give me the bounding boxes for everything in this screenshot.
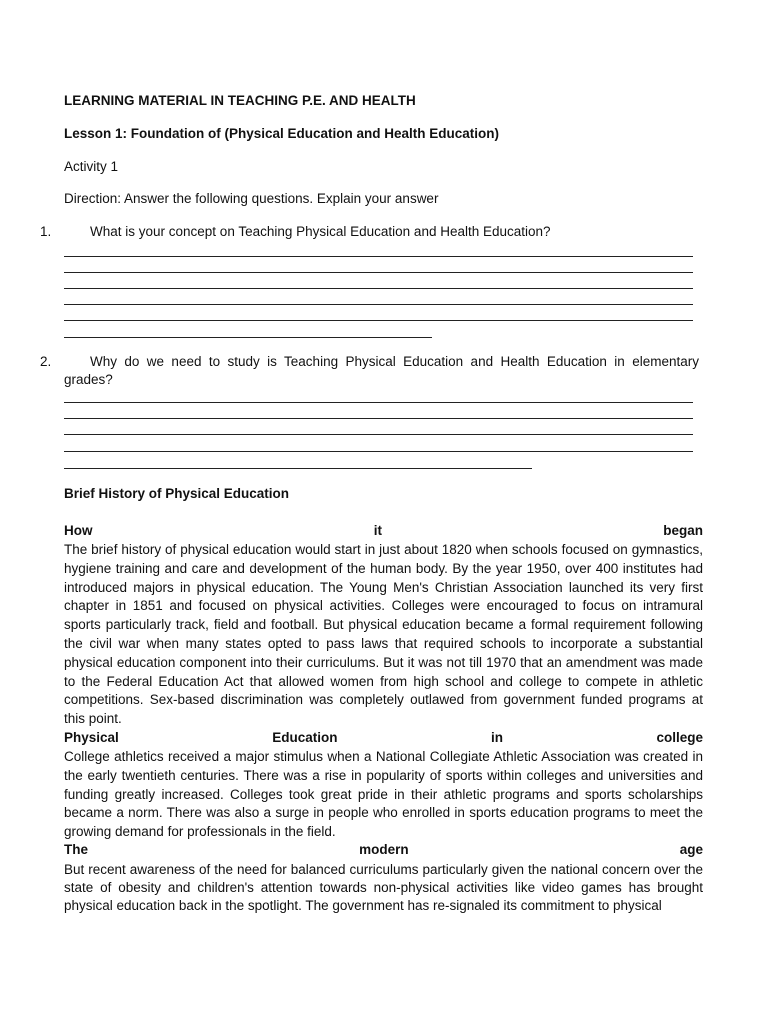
heading-word: age (679, 842, 703, 857)
heading-word: Education (272, 730, 338, 745)
heading-word: How (64, 523, 93, 538)
heading-word: college (656, 730, 703, 745)
direction-text: Direction: Answer the following questions. Explain your answer (64, 191, 439, 206)
question-2-text-line1: Why do we need to study is Teaching Physical Education and Health Education in elementary (90, 354, 699, 369)
heading-word: modern (359, 842, 409, 857)
question-1-text: What is your concept on Teaching Physical Education and Health Education? (90, 224, 551, 239)
question-2-number: 2. (40, 354, 52, 369)
section-body-pe-in-college: College athletics received a major stimulus when a National Collegiate Athletic Association was created in the early twentieth centuries. There was a rise in popularity of sports within colleges and universities and funding greatly increased. Colleges took great pride in their athletic programs and sports scholarships became a norm. There was also a surge in people who enrolled in sports education programs to meet the growing demand for professionals in the field. (64, 749, 703, 840)
answer-line[interactable] (64, 320, 693, 321)
answer-line[interactable] (64, 434, 693, 435)
heading-word: The (64, 842, 89, 857)
answer-line[interactable] (64, 304, 693, 305)
answer-line[interactable] (64, 418, 693, 419)
heading-word: began (663, 523, 703, 538)
section-heading-how-it-began (64, 523, 703, 538)
answer-line[interactable] (64, 288, 693, 289)
section-heading-pe-in-college (64, 730, 703, 745)
answer-line[interactable] (64, 272, 693, 273)
history-heading: Brief History of Physical Education (64, 486, 290, 501)
document-title: LEARNING MATERIAL IN TEACHING P.E. AND HEALTH (64, 93, 416, 108)
activity-label: Activity 1 (64, 159, 119, 174)
answer-line[interactable] (64, 402, 693, 403)
answer-line[interactable] (64, 468, 532, 469)
heading-word: in (491, 730, 503, 745)
question-1-number: 1. (40, 224, 52, 239)
heading-word: Physical (64, 730, 119, 745)
answer-line[interactable] (64, 256, 693, 257)
answer-line[interactable] (64, 451, 693, 452)
answer-line[interactable] (64, 337, 432, 338)
lesson-heading: Lesson 1: Foundation of (Physical Education and Health Education) (64, 126, 500, 141)
heading-word: it (373, 523, 382, 538)
section-heading-modern-age (64, 842, 703, 857)
section-body-modern-age: But recent awareness of the need for balanced curriculums particularly given the national concern over the state of obesity and children's attention towards non-physical activities like video games has brought physical education back in the spotlight. The government has re-signaled its commitment to physical (64, 862, 703, 913)
question-2-text-line2: grades? (64, 372, 113, 387)
section-body-how-it-began: The brief history of physical education would start in just about 1820 when schools focused on gymnastics, hygiene training and care and development of the human body. By the year 1950, over 400 institutes had introduced majors in physical education. The Young Men's Christian Association launched its very first chapter in 1851 and focused on physical activities. Colleges were encouraged to focus on intramural sports particularly track, field and football. But physical education became a formal requirement following the civil war when many states opted to pass laws that required schools to incorporate a substantial physical education component into their curriculums. But it was not till 1970 that an amendment was made to the Federal Education Act that allowed women from high school and college to compete in athletic competitions. Sex-based discrimination was completely outlawed from government funded programs at this point. (64, 542, 703, 727)
